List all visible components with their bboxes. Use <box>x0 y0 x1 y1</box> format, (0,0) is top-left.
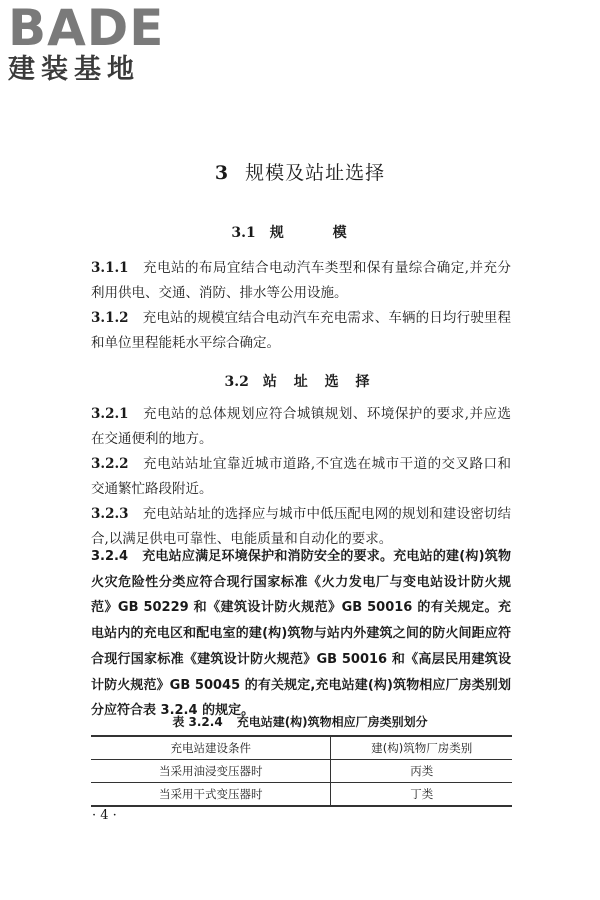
clause-3-2-2 <box>91 452 511 502</box>
clause-number: 3.1.2 <box>91 310 129 326</box>
table-caption-title: 充电站建(构)筑物相应厂房类别划分 <box>236 715 428 729</box>
clause-text: 充电站站址的选择应与城市中低压配电网的规划和建设密切结合,以满足供电可靠性、电能质量和自动化的要求。 <box>91 506 511 547</box>
section-title-text: 规 模 <box>269 225 369 241</box>
table-row <box>91 760 512 783</box>
table-header-cell: 建(构)筑物厂房类别 <box>331 736 512 760</box>
table-cell: 当采用油浸变压器时 <box>91 760 331 783</box>
clause-number: 3.2.3 <box>91 506 129 522</box>
table-caption-number: 表 3.2.4 <box>172 715 223 729</box>
table-header-row <box>91 736 512 760</box>
table-row <box>91 783 512 807</box>
chapter-title-text: 规模及站址选择 <box>245 162 386 184</box>
clause-3-1-2 <box>91 306 511 356</box>
clause-text: 充电站的规模宜结合电动汽车充电需求、车辆的日均行驶里程和单位里程能耗水平综合确定。 <box>91 310 511 351</box>
table-cell: 当采用干式变压器时 <box>91 783 331 807</box>
clause-3-2-1 <box>91 402 511 452</box>
clause-3-1-1 <box>91 256 511 306</box>
chapter-title <box>0 158 600 185</box>
logo-subtitle: 建装基地 <box>8 54 140 85</box>
section-title-3-1 <box>0 222 600 242</box>
clause-3-2-4 <box>91 544 511 724</box>
section-number: 3.2 <box>224 374 249 390</box>
table-header-cell: 充电站建设条件 <box>91 736 331 760</box>
clause-text: 充电站站址宜靠近城市道路,不宜选在城市干道的交叉路口和交通繁忙路段附近。 <box>91 456 511 497</box>
logo-brand-text: BADE <box>8 0 165 57</box>
clause-number: 3.1.1 <box>91 260 129 276</box>
clause-text: 充电站的总体规划应符合城镇规划、环境保护的要求,并应选在交通便利的地方。 <box>91 406 511 447</box>
table-caption <box>0 713 600 730</box>
brand-logo <box>8 2 178 86</box>
section-title-text: 站 址 选 择 <box>262 374 376 390</box>
clause-number: 3.2.1 <box>91 406 129 422</box>
section-number: 3.1 <box>231 225 256 241</box>
table-cell: 丙类 <box>331 760 512 783</box>
clause-text: 充电站应满足环境保护和消防安全的要求。充电站的建(构)筑物火灾危险性分类应符合现行国家标准《火力发电厂与变电站设计防火规范》GB 50229 和《建筑设计防火规范》GB 50016 的有关规定。充电站内的充电区和配电室的建(构)筑物与站内外建筑之间的防火间距应符合现行国家标准《建筑设计防火规范》GB 50016 和《高层民用建筑设计防火规范》GB 50045 的有关规定,充电站建(构)筑物相应厂房类别划分应符合表 3.2.4 的规定。 <box>91 549 511 719</box>
section-title-3-2 <box>0 371 600 391</box>
clause-text: 充电站的布局宜结合电动汽车类型和保有量综合确定,并充分利用供电、交通、消防、排水等公用设施。 <box>91 260 511 301</box>
page-number: · 4 · <box>92 808 117 823</box>
chapter-number: 3 <box>214 162 230 184</box>
clause-number: 3.2.2 <box>91 456 129 472</box>
clause-number: 3.2.4 <box>91 549 129 564</box>
table-cell: 丁类 <box>331 783 512 807</box>
building-category-table <box>91 735 512 807</box>
